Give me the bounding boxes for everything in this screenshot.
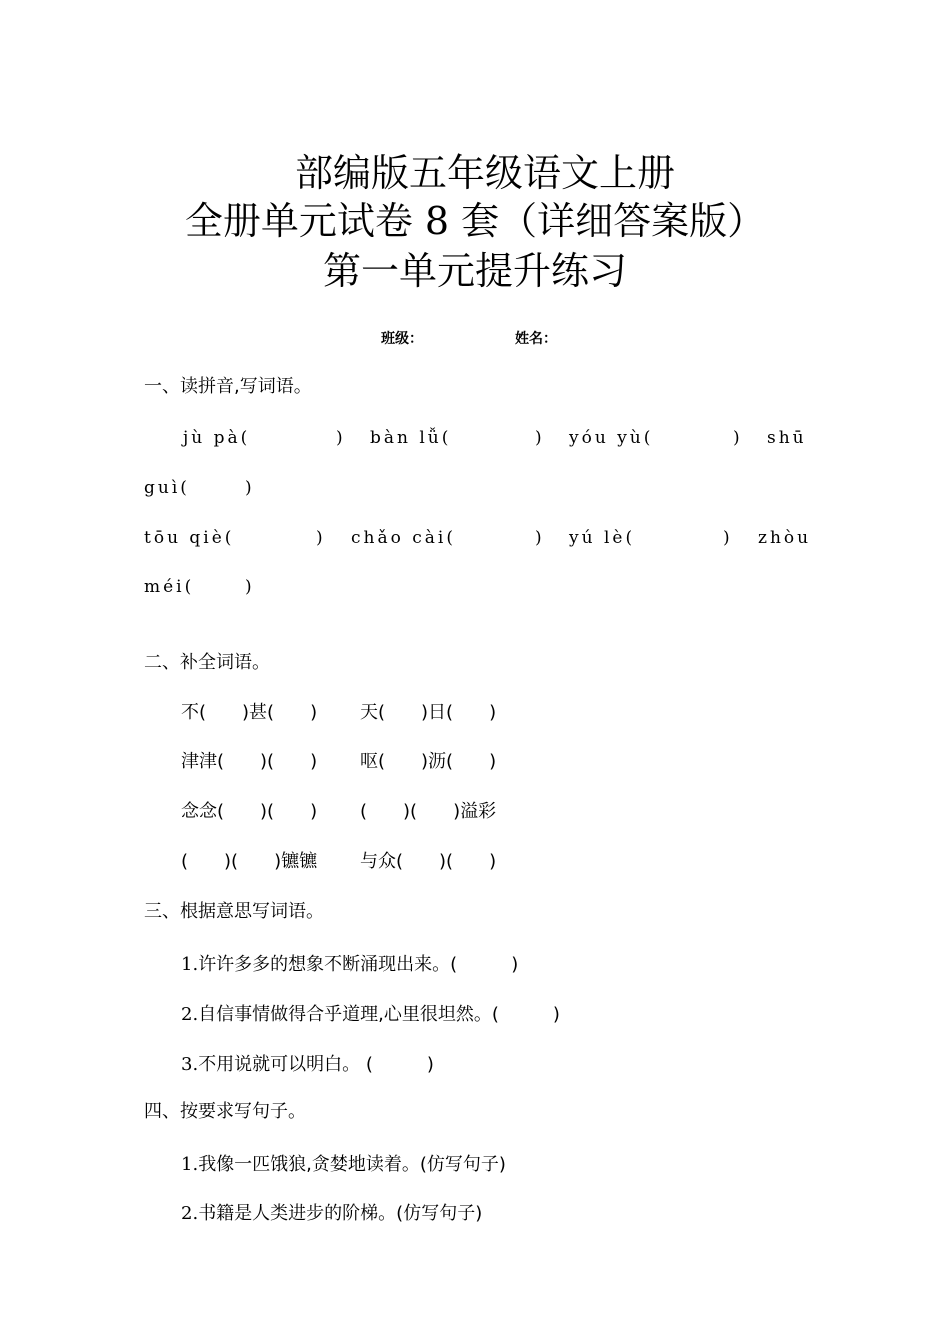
name-label: 姓名： <box>515 331 557 347</box>
item-text: 书籍是人类进步的阶梯。(仿写句子) <box>198 1203 483 1224</box>
fill-word-item: 与众( )( ) <box>360 851 497 872</box>
item-text: 不用说就可以明白。 ( ) <box>198 1054 434 1075</box>
item-number: 3. <box>181 1054 199 1075</box>
fill-word-item: 不( )甚( ) <box>181 702 318 723</box>
section-1-heading: 一、读拼音,写词语。 <box>144 376 312 397</box>
title-line-2: 全册单元试卷 8 套（详细答案版） <box>184 199 766 243</box>
pinyin-item: zhòu <box>758 528 812 548</box>
class-label: 班级： <box>381 331 423 347</box>
item-number: 1. <box>181 1154 199 1175</box>
fill-word-item: 呕( )沥( ) <box>360 751 497 772</box>
pinyin-item: shū <box>767 428 807 448</box>
title-line-1: 部编版五年级语文上册 <box>294 151 675 195</box>
item-text: 自信事情做得合乎道理,心里很坦然。( ) <box>198 1004 560 1025</box>
pinyin-bracket: ) <box>733 428 743 448</box>
fill-word-item: 津津( )( ) <box>181 751 318 772</box>
item-number: 1. <box>181 954 199 975</box>
meaning-item <box>181 950 518 976</box>
fill-word-item: 天( )日( ) <box>360 702 497 723</box>
sentence-item <box>181 1150 506 1176</box>
item-text: 许许多多的想象不断涌现出来。( ) <box>198 954 519 975</box>
pinyin-item: chǎo cài( <box>351 528 456 548</box>
title-line-3: 第一单元提升练习 <box>322 249 627 293</box>
pinyin-item: bàn lǚ( <box>370 428 452 448</box>
pinyin-item: jù pà( <box>183 428 251 448</box>
fill-word-item: ( )( )镳镳 <box>181 851 318 872</box>
section-3-heading: 三、根据意思写词语。 <box>144 901 324 922</box>
pinyin-item: guì( <box>144 478 190 498</box>
section-2-heading: 二、补全词语。 <box>144 652 270 673</box>
pinyin-bracket: ) <box>245 577 255 597</box>
item-number: 2. <box>181 1004 199 1025</box>
pinyin-item: yóu yù( <box>569 428 654 448</box>
pinyin-bracket: ) <box>336 428 346 448</box>
pinyin-bracket: ) <box>723 528 733 548</box>
pinyin-item: yú lè( <box>569 528 636 548</box>
pinyin-bracket: ) <box>316 528 326 548</box>
pinyin-bracket: ) <box>535 428 545 448</box>
item-number: 2. <box>181 1203 199 1224</box>
pinyin-item: méi( <box>144 577 195 597</box>
sentence-item <box>181 1199 482 1225</box>
pinyin-bracket: ) <box>535 528 545 548</box>
meaning-item <box>181 1050 434 1076</box>
section-4-heading: 四、按要求写句子。 <box>144 1101 306 1122</box>
fill-word-item: 念念( )( ) <box>181 801 318 822</box>
meaning-item <box>181 1000 560 1026</box>
pinyin-bracket: ) <box>245 478 255 498</box>
item-text: 我像一匹饿狼,贪婪地读着。(仿写句子) <box>198 1154 506 1175</box>
pinyin-item: tōu qiè( <box>144 528 235 548</box>
fill-word-item: ( )( )溢彩 <box>360 801 497 822</box>
